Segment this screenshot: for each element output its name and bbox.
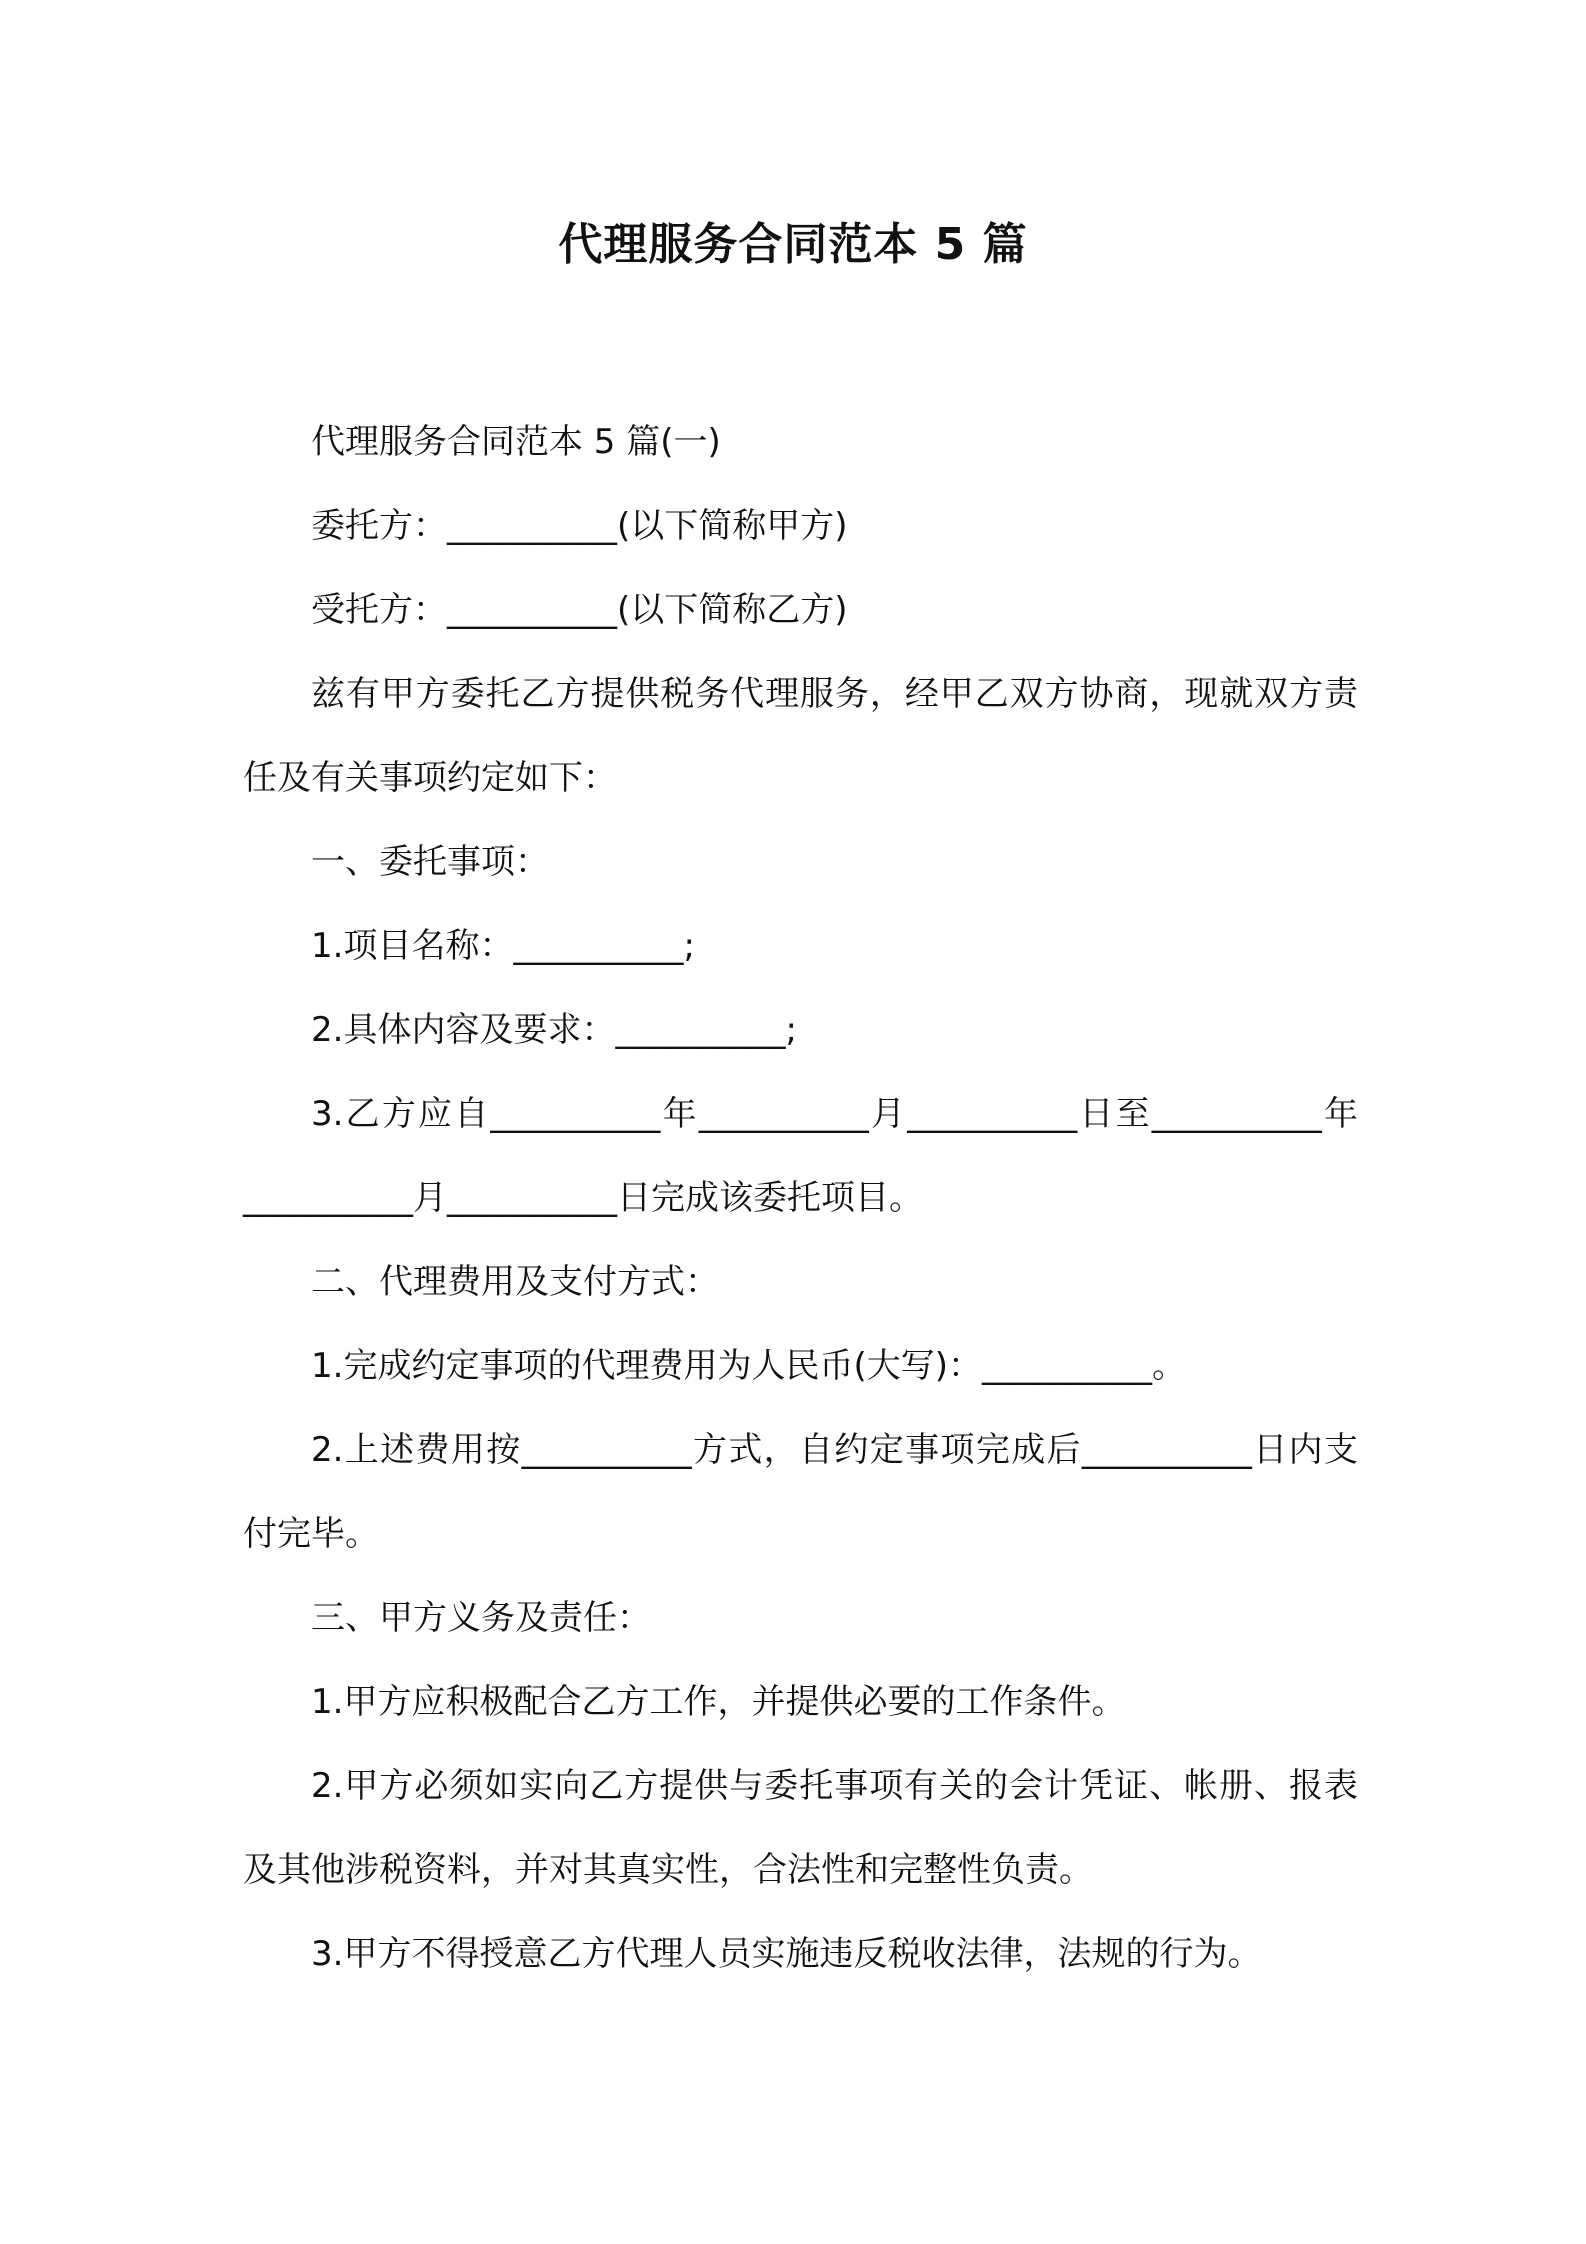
clause-client-cooperation: 1.甲方应积极配合乙方工作，并提供必要的工作条件。 — [311, 1682, 1126, 1722]
clause-client-no-violation: 3.甲方不得授意乙方代理人员实施违反税收法律，法规的行为。 — [311, 1934, 1262, 1974]
agent-party-line: 受托方：__________(以下简称乙方) — [311, 590, 848, 630]
clause-payment-method: 2.上述费用按__________方式，自约定事项完成后__________日内支付完毕。 — [243, 1430, 1358, 1554]
section-heading-one: 代理服务合同范本 5 篇(一) — [311, 422, 721, 462]
preamble-paragraph: 兹有甲方委托乙方提供税务代理服务，经甲乙双方协商，现就双方责任及有关事项约定如下： — [243, 674, 1358, 798]
document-title: 代理服务合同范本 5 篇 — [558, 219, 1028, 270]
clause-project-name: 1.项目名称：__________; — [311, 926, 695, 966]
document-body — [243, 400, 1358, 1996]
clause-heading-fees-payment: 二、代理费用及支付方式： — [311, 1262, 719, 1302]
clause-content-requirements: 2.具体内容及要求：__________; — [311, 1010, 797, 1050]
clause-heading-entrusted-matters: 一、委托事项： — [311, 842, 549, 882]
clause-client-provide-records: 2.甲方必须如实向乙方提供与委托事项有关的会计凭证、帐册、报表及其他涉税资料，并对其真实性，合法性和完整性负责。 — [243, 1766, 1358, 1890]
clause-heading-client-obligations: 三、甲方义务及责任： — [311, 1598, 651, 1638]
clause-agency-fee: 1.完成约定事项的代理费用为人民币(大写)：__________。 — [311, 1346, 1186, 1386]
client-party-line: 委托方：__________(以下简称甲方) — [311, 506, 848, 546]
clause-completion-period: 3.乙方应自__________年__________月__________日至__________年__________月__________日完成该委托项目。 — [243, 1094, 1358, 1218]
